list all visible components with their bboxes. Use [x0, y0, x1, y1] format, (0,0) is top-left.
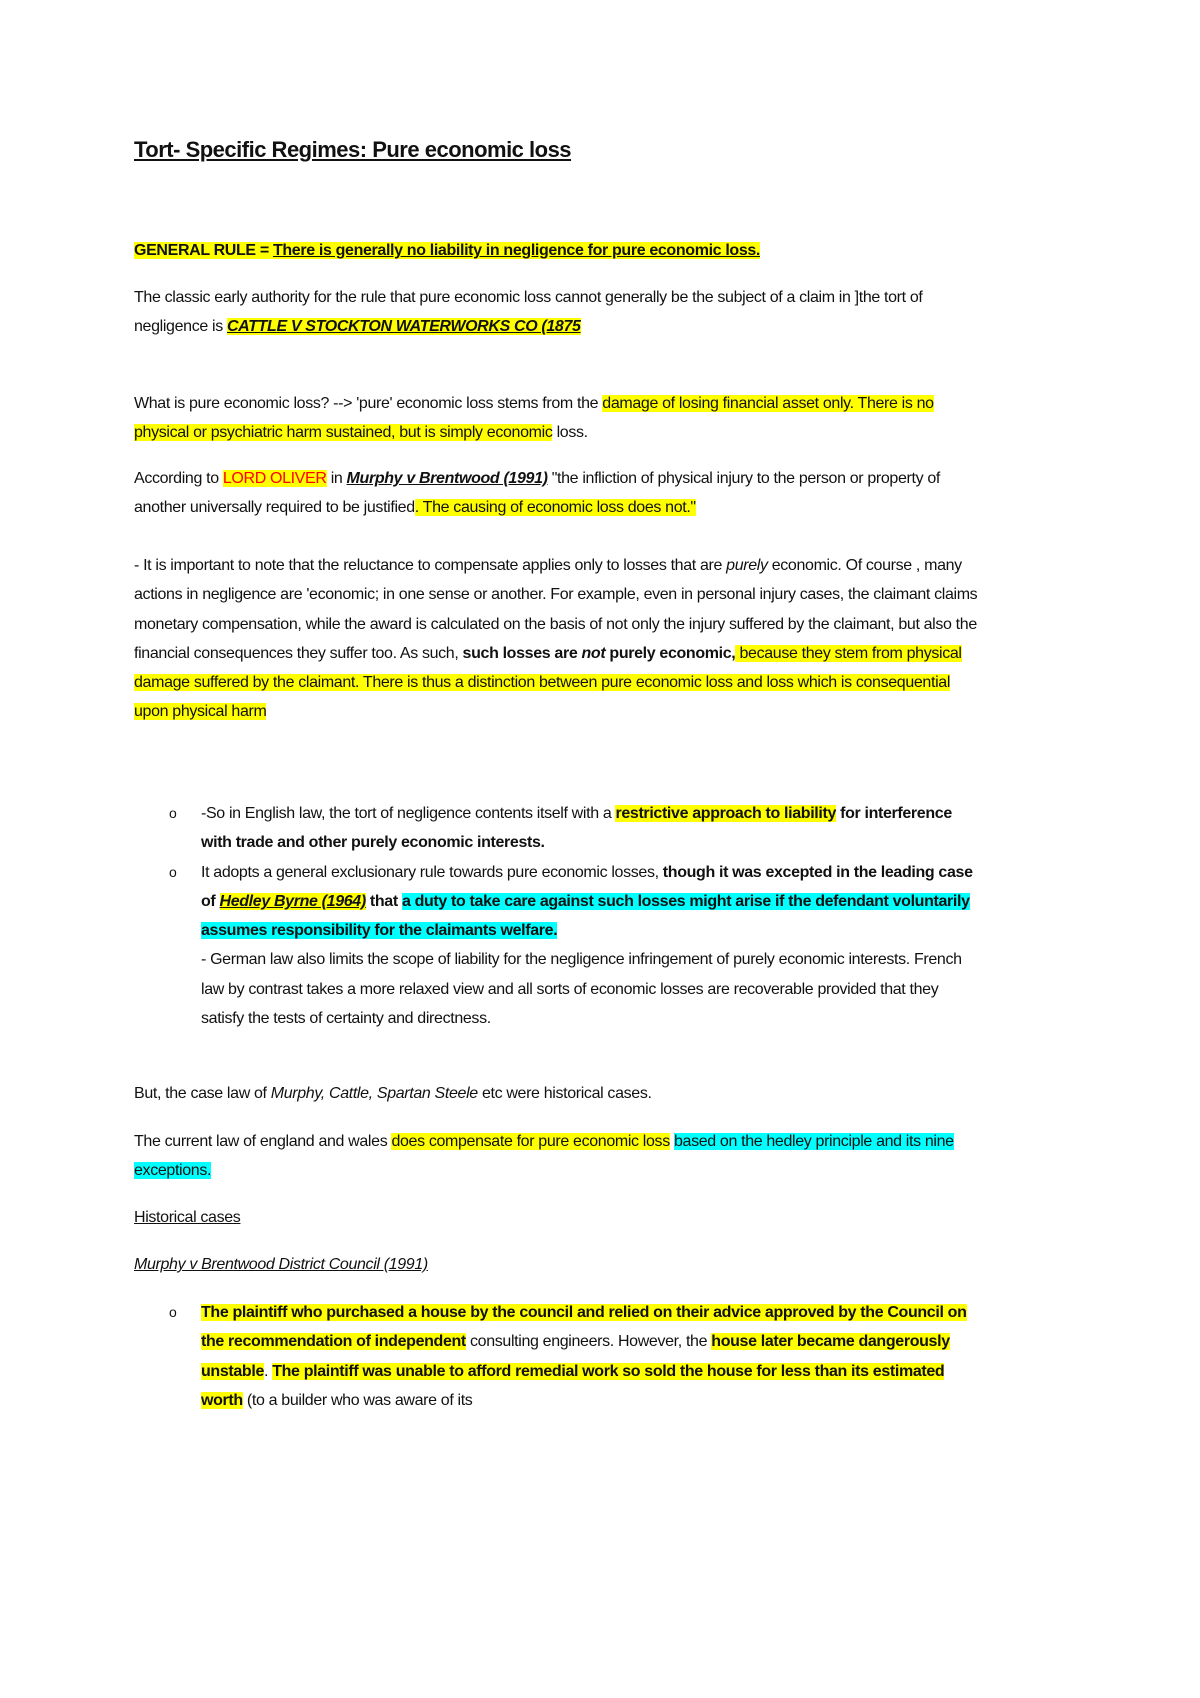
paragraph-text: (to a builder who was aware of its [242, 1391, 473, 1409]
highlight-text: restrictive approach to liability [615, 805, 837, 822]
highlight-text: . The causing of economic loss does not." [414, 499, 696, 517]
highlight-text: house later became dangerously unstable [201, 1333, 950, 1380]
list-item [169, 799, 981, 858]
definition-paragraph [134, 389, 979, 448]
case-hedley: Hedley Byrne (1964) [219, 892, 366, 910]
bold-text: that [365, 892, 402, 910]
bullet-icon: o [169, 863, 177, 880]
historical-note [134, 1079, 979, 1108]
list-item [169, 1298, 981, 1415]
paragraph-text: in [326, 470, 347, 487]
bullet-icon: o [169, 1304, 177, 1320]
paragraph-text: -So in English law, the tort of negligence contents itself with a [201, 805, 616, 822]
note-paragraph [134, 551, 979, 727]
paragraph-text: - It is important to note that the reluctance to compensate applies only to losses that are [134, 557, 727, 574]
case-list: Murphy, Cattle, Spartan Steele [270, 1085, 478, 1102]
paragraph-text: economic. Of course , many actions in negligence are 'economic; in one sense or another. For example, even in personal injury cases, the claimant claims monetary compensation, while the award is calculated on the basis of not only the injury suffered by the claimant, but also the financial consequences they suffer too. As such, [134, 557, 978, 662]
paragraph-text: But, the case law of [134, 1085, 271, 1102]
classic-authority-paragraph [134, 283, 979, 342]
highlight-text: a duty to take care against such losses might arise if the defendant voluntarily assumes responsibility for the claimants welfare. [201, 892, 970, 940]
page-title: Tort- Specific Regimes: Pure economic loss [134, 137, 572, 162]
judge-name: LORD OLIVER [222, 470, 327, 487]
murphy-bullet [169, 1298, 981, 1415]
paragraph-text: The classic early authority for the rule that pure economic loss cannot generally be the subject of a claim in ]the tort of negligence is [134, 289, 923, 336]
bullet-list [169, 799, 981, 1033]
paragraph-text: It adopts a general exclusionary rule towards pure economic losses, [201, 863, 663, 881]
emphasis-text: purely [726, 557, 768, 574]
bold-text: such losses are [462, 644, 582, 662]
general-rule-text: There is generally no liability in negligence for pure economic loss. [272, 242, 761, 259]
murphy-heading: Murphy v Brentwood District Council (1991) [134, 1256, 428, 1273]
list-item [169, 858, 981, 1034]
paragraph-text: According to [134, 470, 223, 487]
paragraph-text: . [264, 1362, 273, 1380]
historical-cases-heading: Historical cases [134, 1209, 241, 1226]
oliver-paragraph [134, 464, 979, 523]
highlight-text: does compensate for pure economic loss [391, 1133, 670, 1150]
general-rule-label: GENERAL RULE = [134, 242, 273, 259]
paragraph-text: loss. [552, 424, 588, 442]
highlight-text: The plaintiff was unable to afford remedial work so sold the house for less than its estimated worth [201, 1362, 945, 1409]
bold-text: purely economic, [605, 644, 736, 662]
paragraph-text: The current law of england and wales [134, 1133, 392, 1150]
bold-text: though it was excepted in the leading case of [201, 863, 973, 910]
emphasis-text: not [581, 644, 606, 662]
paragraph-text: What is pure economic loss? --> 'pure' economic loss stems from the [134, 395, 603, 412]
general-rule [134, 236, 979, 265]
highlight-text: The plaintiff who purchased a house by the council and relied on their advice approved by the Council on the recommendation of independent [201, 1304, 967, 1351]
bullet-icon: o [169, 805, 177, 821]
case-cattle: CATTLE V STOCKTON WATERWORKS CO (1875 [226, 318, 581, 336]
quote-text: "the infliction of physical injury to the person or property of another universally required to be justified [134, 470, 940, 517]
current-law-paragraph [134, 1127, 979, 1186]
highlight-text: based on the hedley principle and its nine exceptions. [134, 1133, 954, 1180]
highlight-text: because they stem from physical damage suffered by the claimant. There is thus a distinction between pure economic loss and loss which is consequential upon physical harm [134, 644, 962, 721]
paragraph-text: consulting engineers. However, the [465, 1333, 712, 1351]
paragraph-text: etc were historical cases. [477, 1085, 652, 1102]
case-murphy: Murphy v Brentwood (1991) [346, 470, 548, 487]
bold-text: for interference with trade and other purely economic interests. [201, 805, 952, 852]
paragraph-text: - German law also limits the scope of liability for the negligence infringement of purely economic interests. French law by contrast takes a more relaxed view and all sorts of economic losses are recoverable provided that they satisfy the tests of certainty and directness. [201, 951, 962, 1028]
highlight-text: damage of losing financial asset only. There is no physical or psychiatric harm sustained, but is simply economic [134, 395, 934, 442]
